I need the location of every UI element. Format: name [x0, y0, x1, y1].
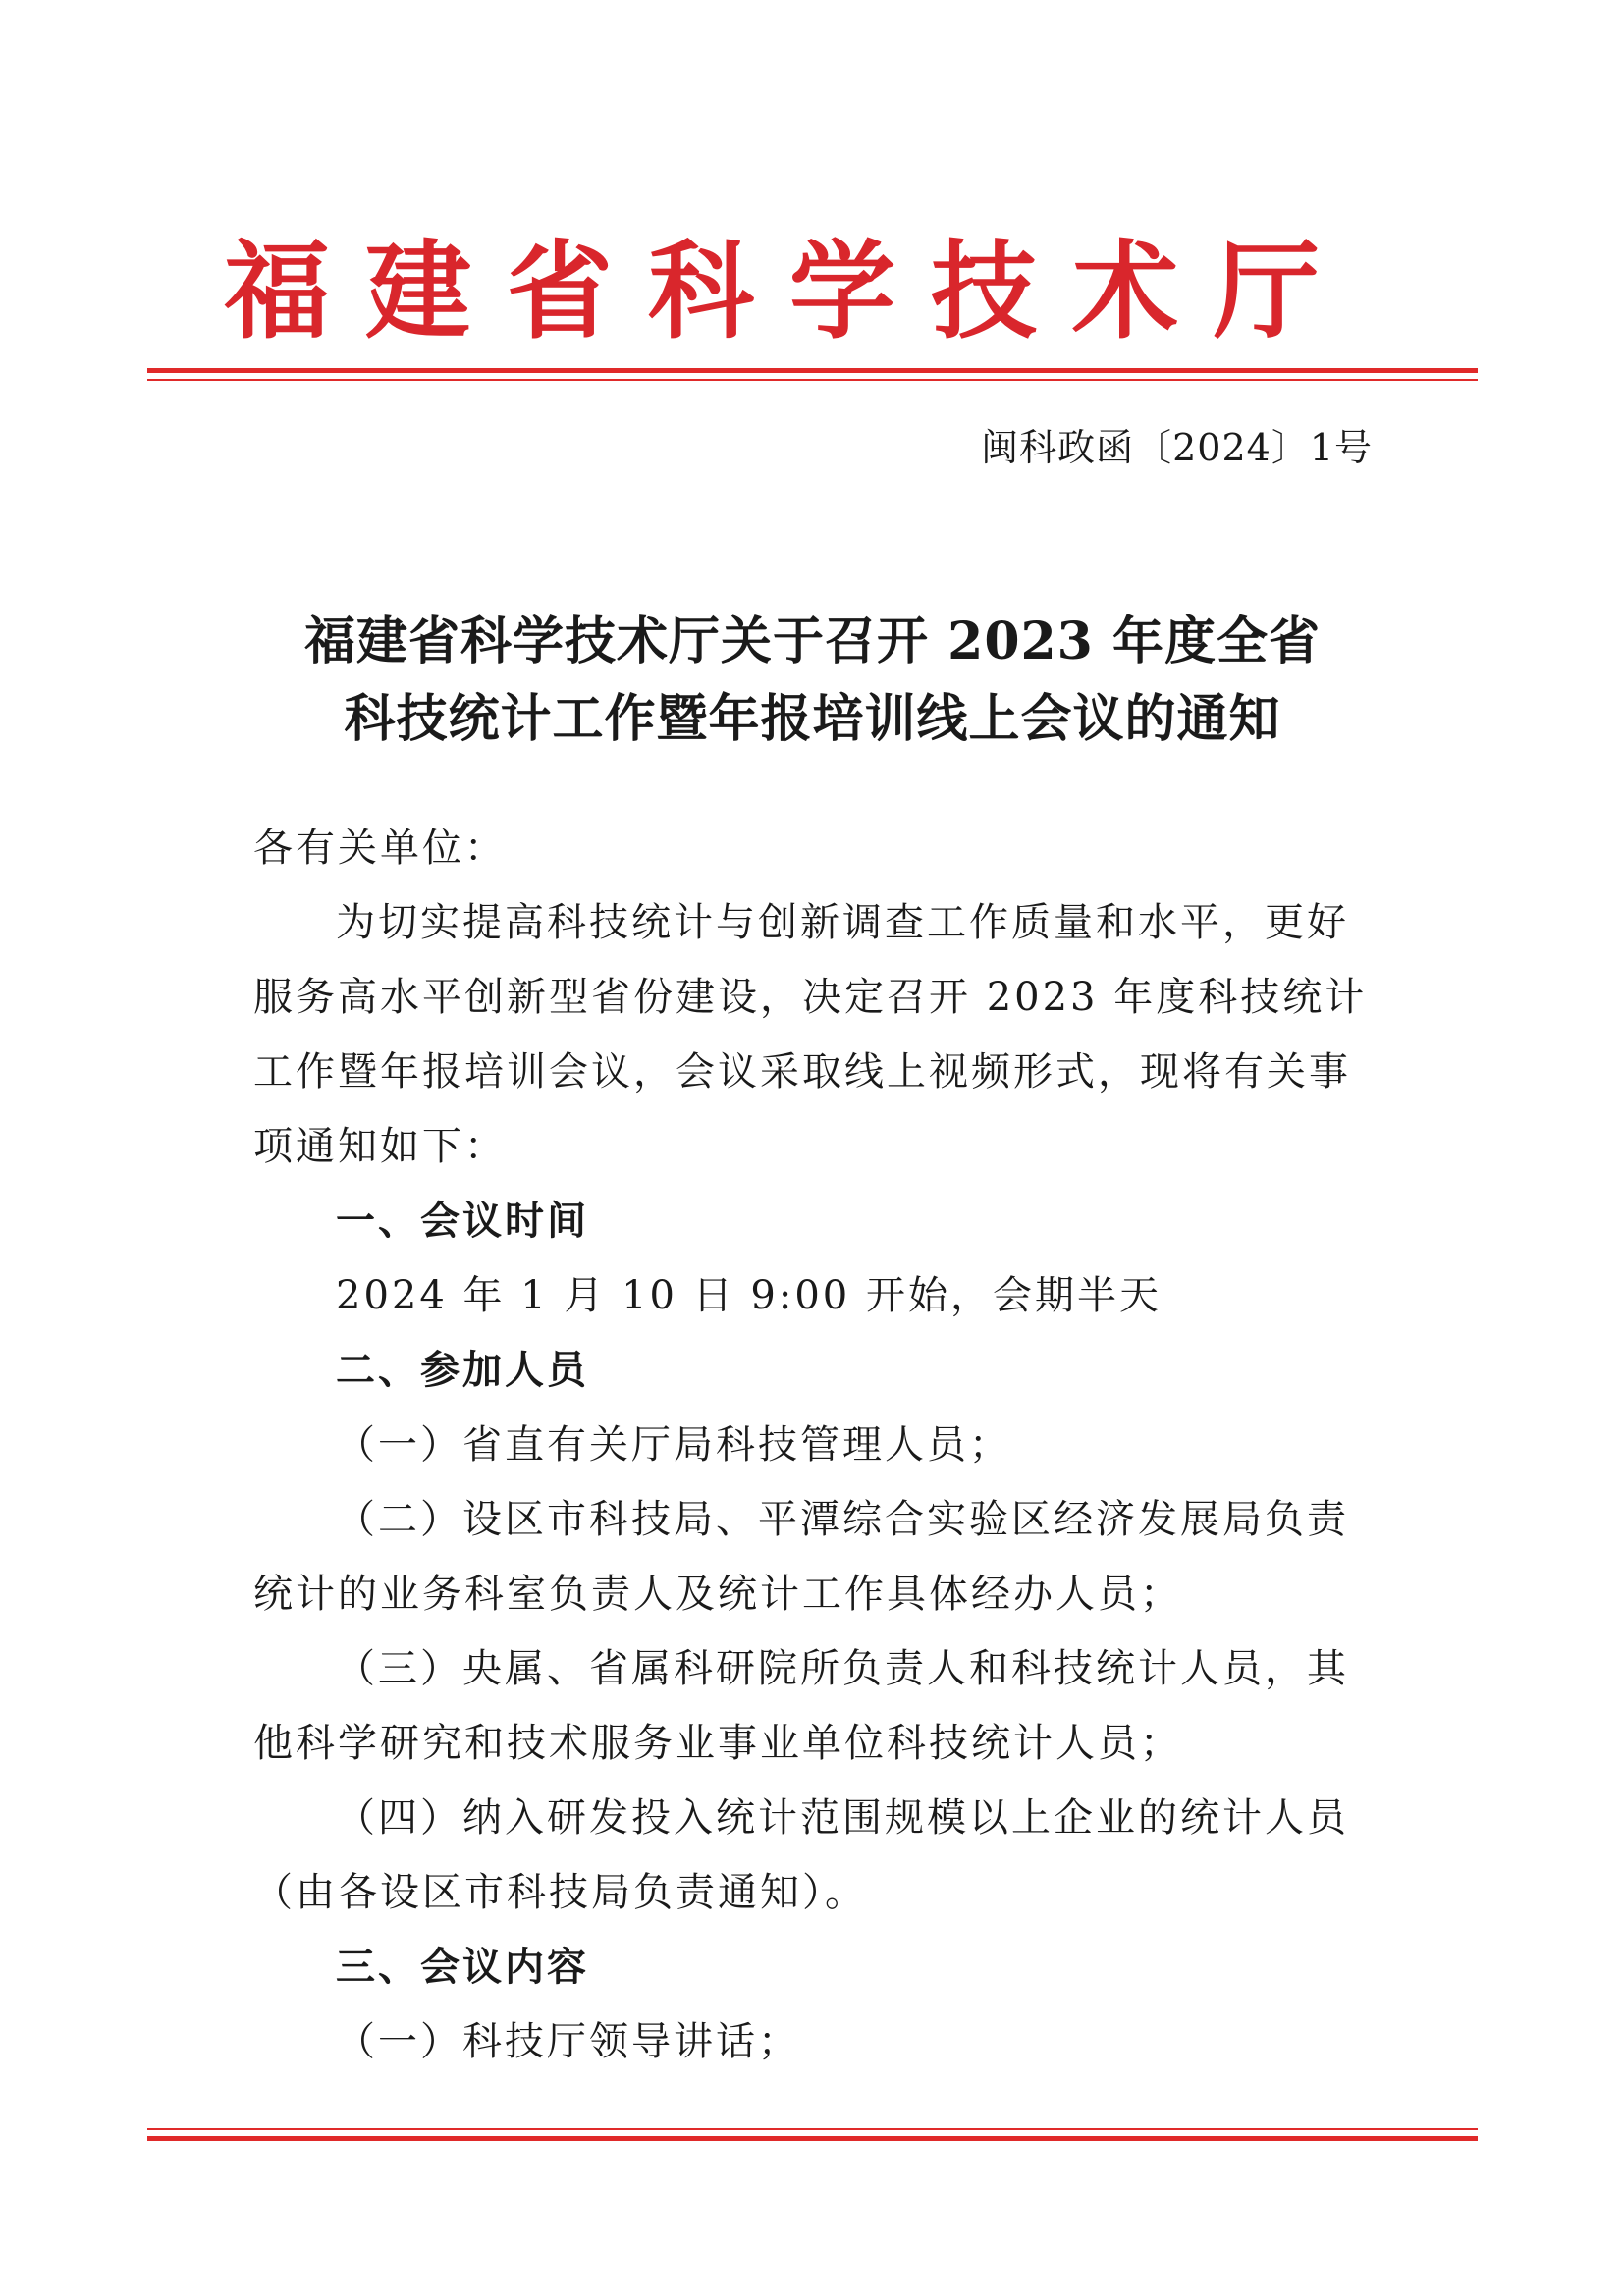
- document-number: 闽科政函〔2024〕1号: [981, 426, 1373, 469]
- intro-line: 项通知如下：: [253, 1124, 507, 1169]
- intro-line: 服务高水平创新型省份建设，决定召开 2023 年度科技统计: [253, 975, 1368, 1020]
- masthead-rule-thick: [147, 368, 1478, 373]
- salutation: 各有关单位：: [253, 826, 507, 871]
- participant-item: （一）省直有关厅局科技管理人员；: [336, 1422, 1011, 1468]
- document-body: [253, 811, 1379, 2079]
- masthead-org-name: 福建省科学技术厅: [224, 230, 1356, 353]
- meeting-time-text: 2024 年 1 月 10 日 9:00 开始，会期半天: [336, 1273, 1162, 1318]
- intro-line: 工作暨年报培训会议，会议采取线上视频形式，现将有关事: [253, 1049, 1351, 1095]
- participant-item: （二）设区市科技局、平潭综合实验区经济发展局负责: [336, 1497, 1349, 1542]
- participant-item-continued: （由各设区市科技局负责通知）。: [253, 1870, 867, 1915]
- document-title-line-2: 科技统计工作暨年报培训线上会议的通知: [344, 689, 1281, 749]
- participant-item-continued: 统计的业务科室负责人及统计工作具体经办人员；: [253, 1572, 1182, 1617]
- section-heading-meeting-time: 一、会议时间: [336, 1199, 589, 1244]
- section-heading-meeting-content: 三、会议内容: [336, 1945, 589, 1990]
- masthead-rule-thin: [147, 379, 1478, 381]
- section-heading-participants: 二、参加人员: [336, 1348, 589, 1393]
- participant-item: （三）央属、省属科研院所负责人和科技统计人员，其: [336, 1646, 1349, 1691]
- footer-rule-thick: [147, 2136, 1478, 2141]
- document-title-line-1: 福建省科学技术厅关于召开 2023 年度全省: [304, 612, 1321, 671]
- footer-rule-thin: [147, 2128, 1478, 2130]
- intro-line: 为切实提高科技统计与创新调查工作质量和水平，更好: [336, 900, 1349, 945]
- meeting-content-item: （一）科技厅领导讲话；: [336, 2019, 800, 2064]
- participant-item-continued: 他科学研究和技术服务业事业单位科技统计人员；: [253, 1721, 1182, 1766]
- participant-item: （四）纳入研发投入统计范围规模以上企业的统计人员: [336, 1795, 1349, 1841]
